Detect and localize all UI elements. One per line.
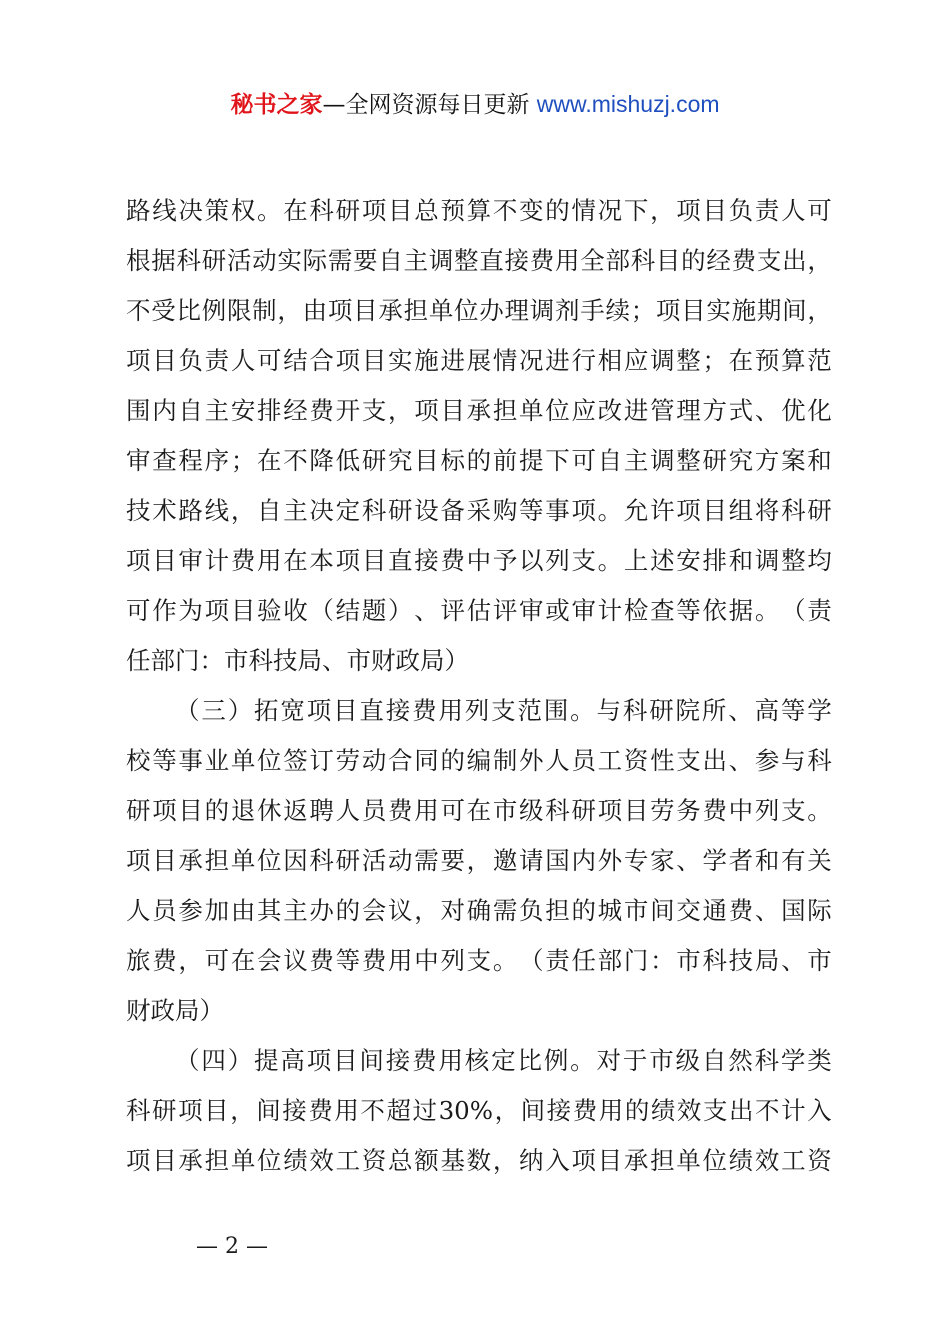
text-line: 项 目 审 计 费 用 在 本 项 目 直 接 费 中 予 以 列 支 。 上 述 安 排 和 调 整 均 (126, 546, 832, 575)
text-line: 任 部 门 ： 市 科 技 局 、 市 财 政 局 ） (126, 646, 469, 675)
text-line: 校 等 事 业 单 位 签 订 劳 动 合 同 的 编 制 外 人 员 工 资 性 支 出 、 参 与 科 (126, 746, 832, 775)
site-url-link[interactable]: www.mishuzj.com (536, 91, 720, 117)
text-line: 技 术 路 线 ， 自 主 决 定 科 研 设 备 采 购 等 事 项 。 允 许 项 目 组 将 科 研 (126, 496, 832, 525)
text-line: （ 三 ） 拓 宽 项 目 直 接 费 用 列 支 范 围 。 与 科 研 院 所 、 高 等 学 (175, 696, 832, 725)
site-header (0, 86, 950, 123)
text-line: 审 查 程 序 ； 在 不 降 低 研 究 目 标 的 前 提 下 可 自 主 调 整 研 究 方 案 和 (126, 446, 832, 475)
text-line: 围 内 自 主 安 排 经 费 开 支 ， 项 目 承 担 单 位 应 改 进 管 理 方 式 、 优 化 (126, 396, 832, 425)
text-line: 科 研 项 目 ， 间 接 费 用 不 超 过 30% ， 间 接 费 用 的 绩 效 支 出 不 计 入 (126, 1096, 832, 1125)
site-tagline: —全网资源每日更新 (322, 92, 530, 118)
text-line: 财 政 局 ） (126, 996, 224, 1025)
text-line: 旅 费 ， 可 在 会 议 费 等 费 用 中 列 支 。 （ 责 任 部 门 ： 市 科 技 局 、 市 (126, 946, 832, 975)
text-line: 不 受 比 例 限 制 ， 由 项 目 承 担 单 位 办 理 调 剂 手 续 ； 项 目 实 施 期 间 ， (126, 296, 832, 325)
text-line: （ 四 ） 提 高 项 目 间 接 费 用 核 定 比 例 。 对 于 市 级 自 然 科 学 类 (175, 1046, 832, 1075)
text-line: 项 目 承 担 单 位 因 科 研 活 动 需 要 ， 邀 请 国 内 外 专 家 、 学 者 和 有 关 (126, 846, 832, 875)
text-line: 根 据 科 研 活 动 实 际 需 要 自 主 调 整 直 接 费 用 全 部 科 目 的 经 费 支 出 ， (126, 246, 832, 275)
document-body (126, 186, 832, 1186)
text-line: 路 线 决 策 权 。 在 科 研 项 目 总 预 算 不 变 的 情 况 下 ， 项 目 负 责 人 可 (126, 196, 832, 225)
brand-name: 秘书之家 (230, 92, 323, 118)
text-line: 可 作 为 项 目 验 收 （ 结 题 ） 、 评 估 评 审 或 审 计 检 查 等 依 据 。 （ 责 (126, 596, 832, 625)
text-line: 项 目 负 责 人 可 结 合 项 目 实 施 进 展 情 况 进 行 相 应 调 整 ； 在 预 算 范 (126, 346, 832, 375)
text-line: 研 项 目 的 退 休 返 聘 人 员 费 用 可 在 市 级 科 研 项 目 劳 务 费 中 列 支 。 (126, 796, 832, 825)
text-line: 项 目 承 担 单 位 绩 效 工 资 总 额 基 数 ， 纳 入 项 目 承 担 单 位 绩 效 工 资 (126, 1146, 832, 1175)
page-number: — 2 — (196, 1234, 268, 1259)
text-line: 人 员 参 加 由 其 主 办 的 会 议 ， 对 确 需 负 担 的 城 市 间 交 通 费 、 国 际 (126, 896, 832, 925)
